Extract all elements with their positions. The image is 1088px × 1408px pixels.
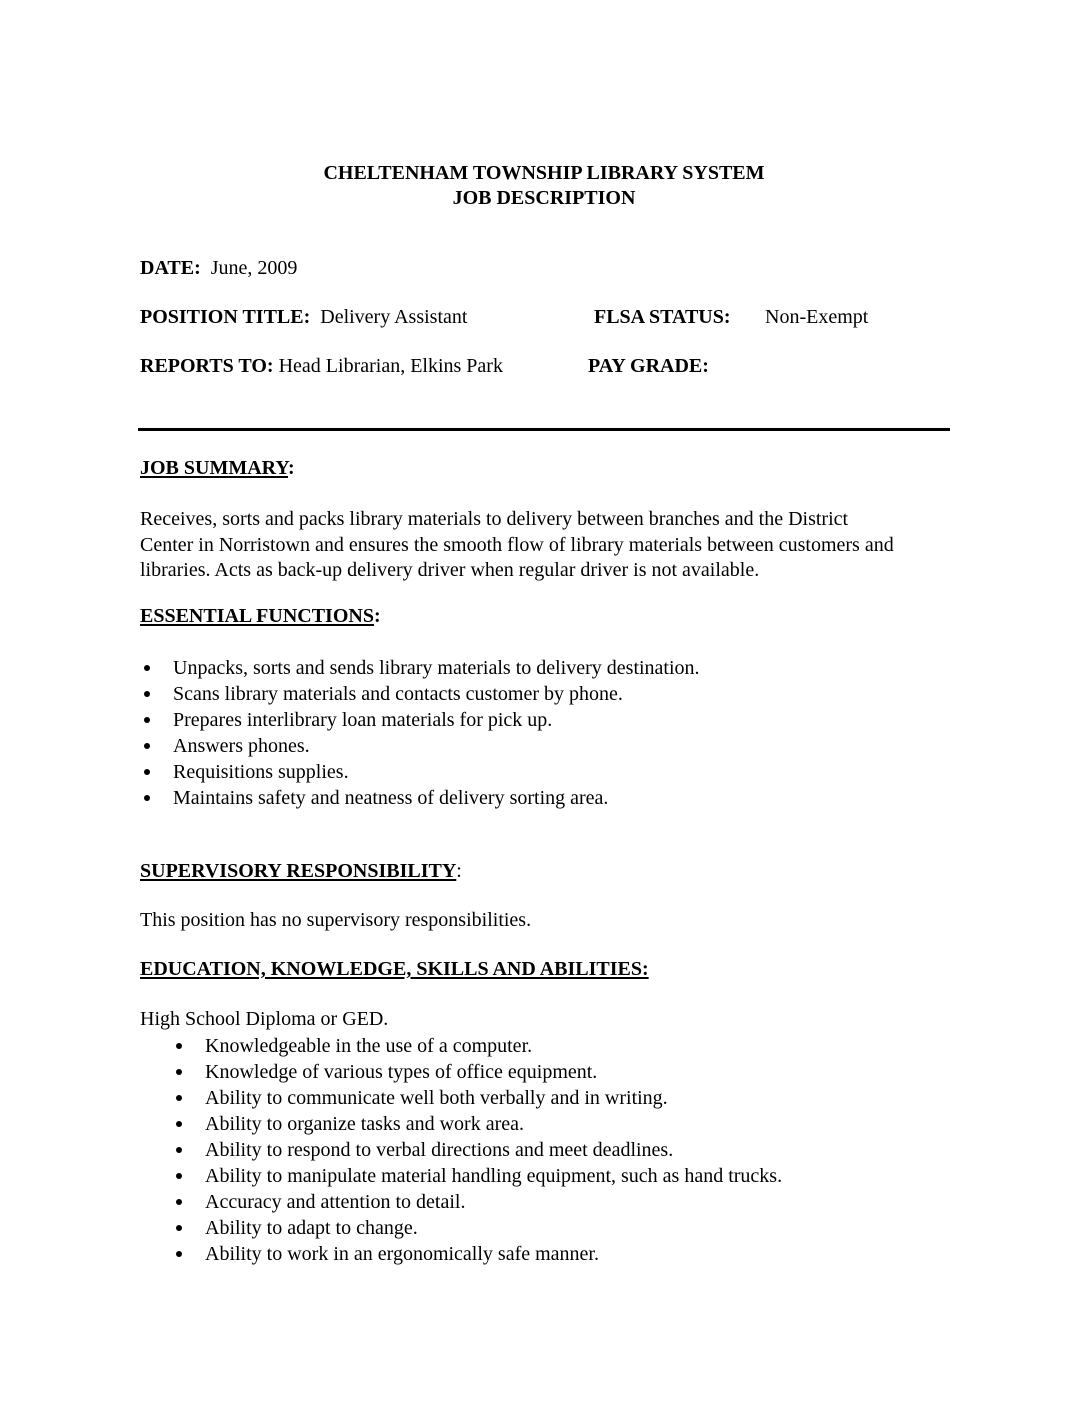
list-item: Maintains safety and neatness of delivery sorting area. xyxy=(140,785,700,811)
education-list xyxy=(172,1033,782,1267)
date-row xyxy=(140,257,297,280)
list-item: Ability to organize tasks and work area. xyxy=(172,1111,782,1137)
job-summary-text xyxy=(140,507,960,584)
essential-functions-list xyxy=(140,655,700,811)
position-label: POSITION TITLE: xyxy=(140,306,311,328)
list-item: Knowledge of various types of office equipment. xyxy=(172,1059,782,1085)
education-intro: High School Diploma or GED. xyxy=(140,1008,389,1030)
essential-functions-heading: ESSENTIAL FUNCTIONS: xyxy=(140,605,381,627)
pay-grade-label: PAY GRADE: xyxy=(588,355,709,377)
job-summary-heading: JOB SUMMARY: xyxy=(140,457,295,479)
list-item: Answers phones. xyxy=(140,733,700,759)
list-item: Accuracy and attention to detail. xyxy=(172,1189,782,1215)
doc-type-title: JOB DESCRIPTION xyxy=(452,187,636,209)
list-item: Knowledgeable in the use of a computer. xyxy=(172,1033,782,1059)
position-row xyxy=(140,306,467,329)
list-item: Unpacks, sorts and sends library materials to delivery destination. xyxy=(140,655,700,681)
list-item: Requisitions supplies. xyxy=(140,759,700,785)
supervisory-text: This position has no supervisory responsibilities. xyxy=(140,909,532,931)
list-item: Ability to adapt to change. xyxy=(172,1215,782,1241)
date-value: June, 2009 xyxy=(210,257,298,279)
list-item: Ability to respond to verbal directions and meet deadlines. xyxy=(172,1137,782,1163)
horizontal-rule xyxy=(138,428,950,431)
job-summary-line: Center in Norristown and ensures the smooth flow of library materials between customers and xyxy=(140,533,894,556)
flsa-row xyxy=(594,306,731,329)
education-heading: EDUCATION, KNOWLEDGE, SKILLS AND ABILITIES: xyxy=(140,958,649,980)
list-item: Ability to work in an ergonomically safe manner. xyxy=(172,1241,782,1267)
list-item: Ability to manipulate material handling equipment, such as hand trucks. xyxy=(172,1163,782,1189)
reports-label: REPORTS TO: xyxy=(140,355,274,377)
flsa-value: Non-Exempt xyxy=(765,306,869,328)
list-item: Scans library materials and contacts customer by phone. xyxy=(140,681,700,707)
list-item: Ability to communicate well both verbally and in writing. xyxy=(172,1085,782,1111)
supervisory-heading: SUPERVISORY RESPONSIBILITY: xyxy=(140,860,462,882)
date-label: DATE: xyxy=(140,257,201,279)
job-summary-line: libraries. Acts as back-up delivery driver when regular driver is not available. xyxy=(140,559,760,581)
job-summary-line: Receives, sorts and packs library materials to delivery between branches and the District xyxy=(140,508,849,530)
flsa-label: FLSA STATUS: xyxy=(594,306,731,328)
reports-row xyxy=(140,355,503,378)
position-value: Delivery Assistant xyxy=(320,306,468,328)
list-item: Prepares interlibrary loan materials for pick up. xyxy=(140,707,700,733)
reports-value: Head Librarian, Elkins Park xyxy=(278,355,503,377)
org-title: CHELTENHAM TOWNSHIP LIBRARY SYSTEM xyxy=(323,162,765,184)
